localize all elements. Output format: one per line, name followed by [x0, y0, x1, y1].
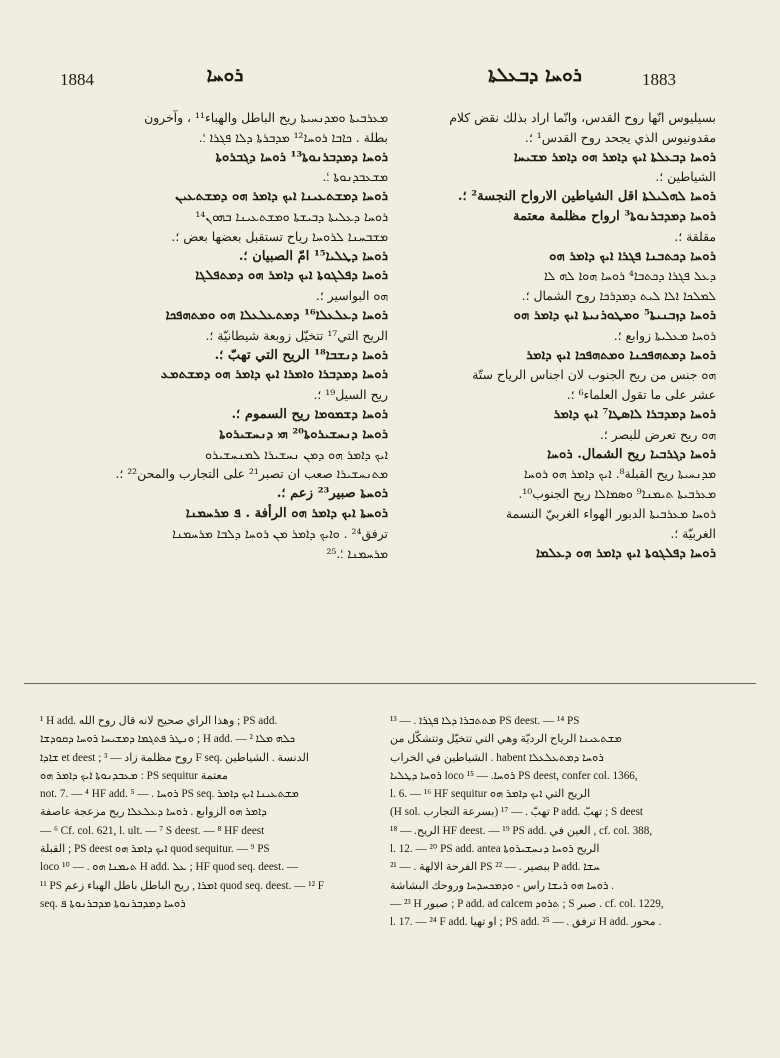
text-line: ܪܘܚܐ ܕܢܚܫܝܪܘܬܐ²⁰ ܗܝ ܕܢܚܫܝܪܘܬܐ — [219, 426, 388, 442]
text-line: ܪܘܚܐ ܕܡܕܒܪܐ ܠܐܣܛܐ⁷ ܐܝܟ ܕܐܡܪ — [553, 406, 716, 422]
text-line: الريح التي¹⁷ تتخيّل زوبعة شيطانيّة ؛. — [205, 327, 388, 343]
text-line: ܡܕܢܚܝܬܐ ريح القبلة⁸. ܐܝܟ ܕܐܡܪ ܗܘ ܪܘܚܐ — [523, 466, 716, 482]
footnote-line: l. 12. — ²⁰ PS add. antea الريح ܪܘܚܐ ܕܢܚܫܝܪܘܬܐ — [390, 843, 600, 856]
footnote-line: l. 17. — ²⁴ F add. او تهيا ; PS add. ترفق . — ²⁵ H add. محور . — [390, 916, 662, 929]
text-line: ܪܘܚܐ ܠܗܠܝܠܬܐ اقل الشياطين الارواح النجسة² ؛. — [457, 189, 716, 205]
footnote-line: الريح. — ¹⁸ HF deest. — ¹⁹ PS add. العين في , cf. col. 388, — [390, 824, 653, 837]
footnote-line: ¹¹ PS ܐܡܪܐ , ريح الباطل باطل الهباء زعم quod seq. deest. — ¹² F — [40, 879, 324, 892]
footnote-line: ܡܬܬܒܪܐ ܕܠܐ ܦܓܪܐ . — ¹³ PS deest. — ¹⁴ PS — [390, 715, 580, 727]
text-line: ܪܘܚܐ ܕܙܒܢܝܬܐ⁵ ܘܡܛܘܪܢܝܬܐ ܐܝܟ ܕܐܡܪ ܗܘ — [513, 307, 716, 323]
footnote-line: ¹ H add. وهذا الراي صحيح لانه قال روح الله ; PS add. — [40, 715, 278, 727]
text-line: ܗܘ ريح تعرض للبصر ؛. — [599, 426, 716, 442]
text-line: مقلقة ؛. — [674, 228, 716, 244]
text-line: ܪܘܚܐ ܕܡܕܒܪܢܘܬܐ¹³ ܪܘܚܐ ܕܓܒܪܘܬܐ — [215, 149, 388, 165]
footnote-line: القبلة ; PS deest ܐܝܟ ܕܐܡܪ ܗܘ quod sequitur. — ⁹ PS — [40, 843, 270, 856]
text-line: ܪܘܚܐ ܕܦܠܓܘܬܐ ܐܝܟ ܕܐܡܪ ܗܘ ܕܡܬܦܠܓܐ — [195, 268, 388, 284]
text-line: ܪܘܚܐ ܕܒܥܠܬܐ ܐܝܟ ܕܐܡܪ ܗܘ ܕܐܡܪ ܡܫܝܚܐ — [513, 149, 716, 165]
text-line: ܪܘܚܐ ܕܫܡܘܡܐ ريح السموم ؛. — [231, 406, 388, 422]
text-line: ܠܡܠܟܐ ܐܠܐ ܠܝܬ ܕܡܕܪܟܐ روح الشمال ؛. — [521, 288, 716, 304]
text-line: ܪܘܚܐ ܕܛܠܝܐ¹⁵ امّ الصبيان ؛. — [238, 248, 388, 264]
left-page-number: 1884 — [60, 70, 94, 89]
text-line: الشياطين ؛. — [655, 169, 716, 185]
text-line: ܪܘܚܐ ܕܥܠܥܠܐ¹⁶ ܕܡܬܥܠܥܠܐ ܗܘ ܘܡܬܗܦܟܐ — [165, 307, 388, 323]
text-line: ܪܘܚܐ ܕܡܫܬܥܝܢܐ ܐܝܟ ܕܐܡܪ ܗܘ ܕܡܫܬܥܝܢ — [175, 189, 388, 205]
footnote-line: not. 7. — ⁴ HF add. ܪܘܚܐ . — ⁵ PS seq. ܡܫܬܥܝܢܐ ܐܝܟ ܕܐܡܪ — [40, 788, 299, 801]
footnote-line: ܫܐܕܐ et deest ; روح مظلمة زاد — ³ F seq. الدنسة . الشياطين — [40, 751, 309, 764]
text-line: ܪܘܚܐ ܕܟܬܒܢܐ ܦܓܪܐ ܐܝܟ ܕܐܡܪ ܗܘ — [549, 248, 716, 264]
text-line: ܪܘܚܐ ܕܦܠܓܘܬܐ ܐܝܟ ܕܐܡܪ ܗܘ ܕܥܠܡܐ — [535, 545, 716, 561]
text-line: ريح السيل¹⁹ ؛. — [313, 387, 388, 403]
left-text-column — [48, 108, 388, 563]
text-line: ܡܫܒܚܢܐ ܠܪܘܚܐ رياح تستقبل بعضها بعض ؛. — [171, 228, 388, 244]
left-footnotes — [40, 712, 385, 913]
footnote-line: ܡܥܒܕܢܘܬܐ ܐܝܟ ܕܐܡܪ ܗܘ : PS sequitur معتمة — [40, 769, 228, 782]
footnote-line: l. 6. — ¹⁶ HF sequitur الريح التي ܐܝܟ ܕܐܡܪ ܗܘ — [390, 788, 591, 801]
text-line: ܪܘܚܬܐ ܐܝܟ ܕܐܡܪ ܗܘ الرأفة . ܦ ܡܪܚܡܢܐ — [185, 505, 388, 521]
left-running-head: ܪܘܚܐ — [206, 64, 244, 86]
right-running-head: ܪܘܚܐ ܕܒܥܠܬܐ — [488, 64, 582, 86]
text-line: الغربيّة ؛. — [670, 525, 716, 541]
footnote-line: الشياطين في الخراب . habent ܪܘܚܐ ܕܡܬܥܠܥܠܐ — [390, 751, 604, 764]
text-line: ܪܘܚܐ ܕܡܕܒܪܢܘܬܐ³ ارواح مظلمة معتمة — [512, 208, 716, 224]
footnote-line: seq. ܪܘܚܐ ܕܡܕܒܪܢܘܬܐ ܡܕܒܪܢܘܬܐ ܦ — [40, 897, 186, 910]
text-line: ܐܝܟ ܕܐܡܪ ܗܘ ܕܡܢ ܢܚܫܝܪܐ ܠܡܢܚܫܝܪܘ — [205, 446, 388, 462]
text-line: بطلة . ܟܐܒܐ ܪܘܚܐ¹² ܡܕܒܪܬܐ ܕܠܐ ܦܓܪܐ ؛. — [198, 129, 388, 145]
footnote-line: loco ܬܝܡܢܐ ܗܘ . — ¹⁰ H add. ܥܠ ; HF quod seq. deest. — — [40, 861, 299, 874]
text-line: بسيليوس انّها روح القدس، وانّما اراد بذلك نقض كلام — [449, 110, 716, 125]
footnote-line: — ⁶ Cf. col. 621, l. ult. — ⁷ S deest. — ⁸ HF deest — [40, 824, 265, 837]
text-line: عشر على ما تقول العلماء⁶ ؛. — [566, 387, 716, 403]
text-line: ܡܥܪܒܝܬܐ ܬܝܡܢܐ⁹ ܘܣܡܐܠܐ ريح الجنوب¹⁰. — [518, 486, 716, 502]
text-line: ܪܘܚܬܐ صبير²³ زعم ؛. — [276, 486, 388, 502]
text-line: ܗܘ البواسير ؛. — [315, 288, 388, 304]
right-footnotes — [390, 712, 735, 932]
right-text-column — [376, 108, 716, 563]
text-line: ܡܬܢܚܫܝܪܐ صعب ان تصبر²¹ على التجارب والمحن²² ؛. — [115, 466, 388, 482]
text-line: ܪܘܚܐ ܕܓܪܒܝܐ ريح الشمال. ܪܘܚܐ — [547, 446, 716, 462]
footnote-line: (H sol. بسرعة التجارب) تهبّ . — ¹⁷ P add. تهبّ ; S deest — [390, 806, 644, 819]
text-line: ܡܫܥܒܕܢܘܬܐ ؛. — [322, 169, 388, 185]
footnote-line: — ²³ H صبور ; P add. ad calcem ܬܪܘܕ ; S صبر . cf. col. 1229, — [390, 897, 664, 910]
text-line: ܡܪܚܡܢܐ ؛.²⁵ — [326, 545, 388, 561]
text-line: ܪܘܚܐ ܕܥܠܝܬܐ ܕܒܝܫܬܐ ܘܡܫܬܥܝܢܐ ܒܗܘܢ¹⁴ — [195, 208, 388, 224]
footnote-divider — [24, 683, 756, 684]
footnote-line: ܕܐܡܪ ܗܘ الزوابع . ܪܘܚܐ ܕܥܠܥܠܐ ريح مزعجة عاصفة — [40, 806, 267, 819]
text-line: ܗܘ جنس من ريح الجنوب لان اجناس الرياح ستّة — [472, 367, 716, 383]
text-line: ܪܘܚܐ ܕܢܫܒܐ¹⁸ الريح التي تهبّ ؛. — [214, 347, 388, 363]
footnote-line: ܪܘܚܐ ܗܘ ܪܝܫܐ راس - ܘܕܡܟܚܕܚܐ وروحك البشاشة . — [390, 879, 615, 892]
text-line: مقدونيوس الذي يجحد روح القدس¹ ؛. — [524, 129, 716, 145]
text-line: ܪܘܚܐ ܕܡܕܒܪܐ ܘܐܡܪܐ ܐܝܟ ܕܐܡܪ ܗܘ ܕܡܫܬܡܥ — [160, 367, 388, 383]
footnote-line: الفرحة الالهة . — ²¹ PS ببصير . — ²² P add. ܚܫܐ — [390, 861, 600, 874]
footnote-line: ܘܢܛܪ ܦܬܓܡܐ ܕܡܫܝܚܐ ܪܘܚܐ ܕܩܘܕܫܐ ; H add. — ² ܟܠܗ ܡܠܐ — [40, 733, 296, 746]
text-line: ܪܘܚܐ ܡܥܠܝܬܐ زوابع ؛. — [613, 327, 716, 343]
text-line: ܕܥܠ ܦܓܪܐ ܕܟܬܒܐ⁴ ܪܘܚܐ ܗܘܐ ܠܗ ܠܐ — [543, 268, 716, 284]
footnote-line: ܪܘܚܐ ܕܛܠܝܐ loco ܪܘܚܐ. — ¹⁵ PS deest, confer col. 1366, — [390, 769, 638, 782]
footnote-line: ܡܫܬܥܝܢܐ الرياح الرديّة وهي التي تتخيّل وتتشكّل من — [390, 733, 622, 746]
text-line: ترفق²⁴ . ܘܐܝܟ ܕܐܡܪ ܡܢ ܪܘܚܐ ܕܠܒܐ ܡܪܚܡܢܐ — [172, 525, 388, 541]
text-line: ܡܥܪܒܝܬܐ ܘܡܕܢܚܝܬܐ ريح الباطل والهباء¹¹ ، وآخرون — [144, 110, 388, 125]
text-line: ܪܘܚܐ ܡܥܪܒܝܬܐ الدبور الهواء الغربيّ النسمة — [505, 505, 716, 521]
right-page-number: 1883 — [642, 70, 676, 89]
text-line: ܪܘܚܐ ܕܡܬܗܦܟܢܐ ܘܡܬܗܦܟܐ ܐܝܟ ܕܐܡܪ — [526, 347, 716, 363]
